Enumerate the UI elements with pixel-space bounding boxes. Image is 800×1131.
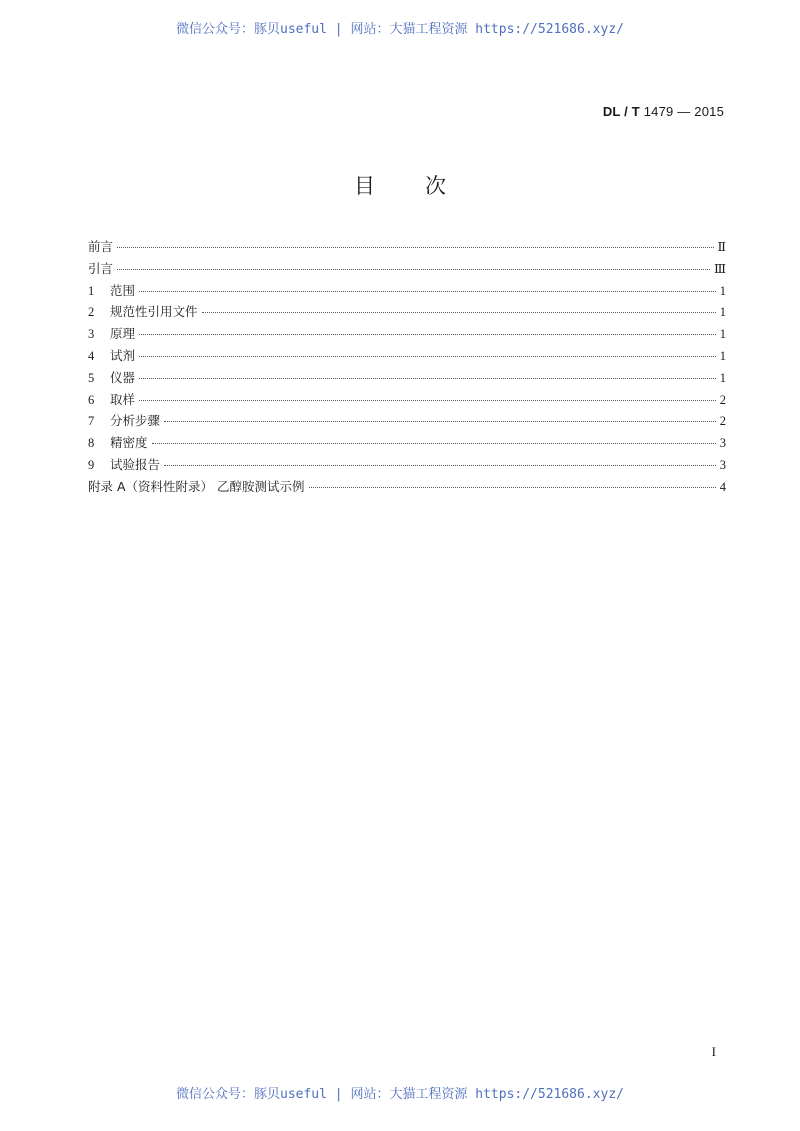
- toc-entry-number: 4: [88, 348, 95, 363]
- toc-entry-label: [88, 454, 160, 477]
- toc-entry-page: 1: [719, 283, 726, 298]
- toc-entry-page: 4: [719, 479, 726, 494]
- toc-entry-label: [88, 432, 148, 455]
- toc-entry-label: 引言: [88, 260, 114, 276]
- toc-entry-label: [88, 280, 135, 303]
- watermark-bottom: 微信公众号：豚贝useful | 网站：大猫工程资源 https://521686.xyz/: [176, 1087, 624, 1102]
- toc-entry[interactable]: [88, 280, 726, 302]
- toc-leader-dots: [139, 291, 716, 292]
- page-number: I: [711, 1044, 716, 1059]
- toc-entry-title: 取样: [110, 391, 136, 407]
- toc-entry-label: [88, 389, 135, 412]
- toc-entry[interactable]: [88, 323, 726, 345]
- toc-entry-title: 规范性引用文件: [110, 304, 198, 320]
- table-of-contents: [88, 236, 726, 498]
- toc-entry[interactable]: [88, 389, 726, 411]
- toc-entry-label: 前言: [88, 239, 114, 254]
- toc-entry[interactable]: [88, 258, 726, 280]
- standard-number: [603, 104, 724, 119]
- toc-entry-number: 7: [88, 414, 95, 429]
- toc-entry-number: 9: [88, 457, 95, 472]
- toc-entry-number: 6: [88, 392, 95, 407]
- toc-leader-dots: [117, 269, 710, 270]
- toc-entry-page: 1: [719, 305, 726, 320]
- toc-title: 目次: [354, 174, 496, 198]
- toc-entry-title: 范围: [110, 282, 136, 298]
- toc-entry[interactable]: [88, 432, 726, 454]
- toc-entry-title: 试剂: [110, 347, 136, 363]
- toc-entry-number: 3: [88, 327, 95, 342]
- toc-leader-dots: [139, 356, 716, 357]
- toc-leader-dots: [309, 487, 716, 488]
- toc-entry-page: 2: [719, 414, 726, 429]
- toc-entry-page: 1: [719, 327, 726, 342]
- standard-year: 1479 — 2015: [643, 104, 724, 119]
- toc-entry-label: [88, 323, 135, 346]
- toc-entry-label: 附录 A（资料性附录） 乙醇胺测试示例: [88, 478, 305, 494]
- toc-entry-number: 8: [88, 436, 95, 451]
- toc-entry[interactable]: [88, 454, 726, 476]
- toc-entry-title: 原理: [110, 326, 136, 342]
- toc-leader-dots: [164, 421, 716, 422]
- toc-entry-number: 5: [88, 370, 95, 385]
- toc-leader-dots: [139, 334, 716, 335]
- toc-leader-dots: [139, 400, 716, 401]
- toc-leader-dots: [117, 247, 713, 248]
- toc-entry-page: 2: [719, 392, 726, 407]
- toc-entry-page: 1: [719, 370, 726, 385]
- watermark-top: 微信公众号：豚贝useful | 网站：大猫工程资源 https://521686.xyz/: [176, 22, 624, 37]
- toc-entry[interactable]: [88, 476, 726, 498]
- toc-entry-page: Ⅱ: [717, 240, 726, 254]
- toc-entry-number: 2: [88, 305, 95, 320]
- toc-entry-title: 精密度: [110, 435, 148, 451]
- toc-entry-title: 仪器: [110, 369, 136, 385]
- toc-entry[interactable]: [88, 301, 726, 323]
- toc-entry-page: 3: [719, 436, 726, 451]
- toc-entry-page: Ⅲ: [713, 261, 726, 276]
- toc-entry[interactable]: [88, 236, 726, 258]
- toc-leader-dots: [164, 465, 716, 466]
- standard-prefix: DL / T: [602, 104, 640, 119]
- toc-leader-dots: [202, 312, 716, 313]
- toc-leader-dots: [139, 378, 716, 379]
- toc-entry[interactable]: [88, 367, 726, 389]
- toc-entry[interactable]: [88, 345, 726, 367]
- toc-entry-title: 试验报告: [110, 456, 161, 472]
- toc-entry-label: [88, 367, 135, 390]
- toc-entry-number: 1: [88, 283, 95, 298]
- toc-entry-label: [88, 345, 135, 368]
- toc-entry[interactable]: [88, 410, 726, 432]
- toc-entry-title: 分析步骤: [110, 413, 161, 429]
- toc-entry-label: [88, 410, 160, 433]
- toc-entry-page: 1: [719, 348, 726, 363]
- toc-entry-page: 3: [719, 457, 726, 472]
- toc-leader-dots: [152, 443, 716, 444]
- toc-entry-label: [88, 301, 198, 324]
